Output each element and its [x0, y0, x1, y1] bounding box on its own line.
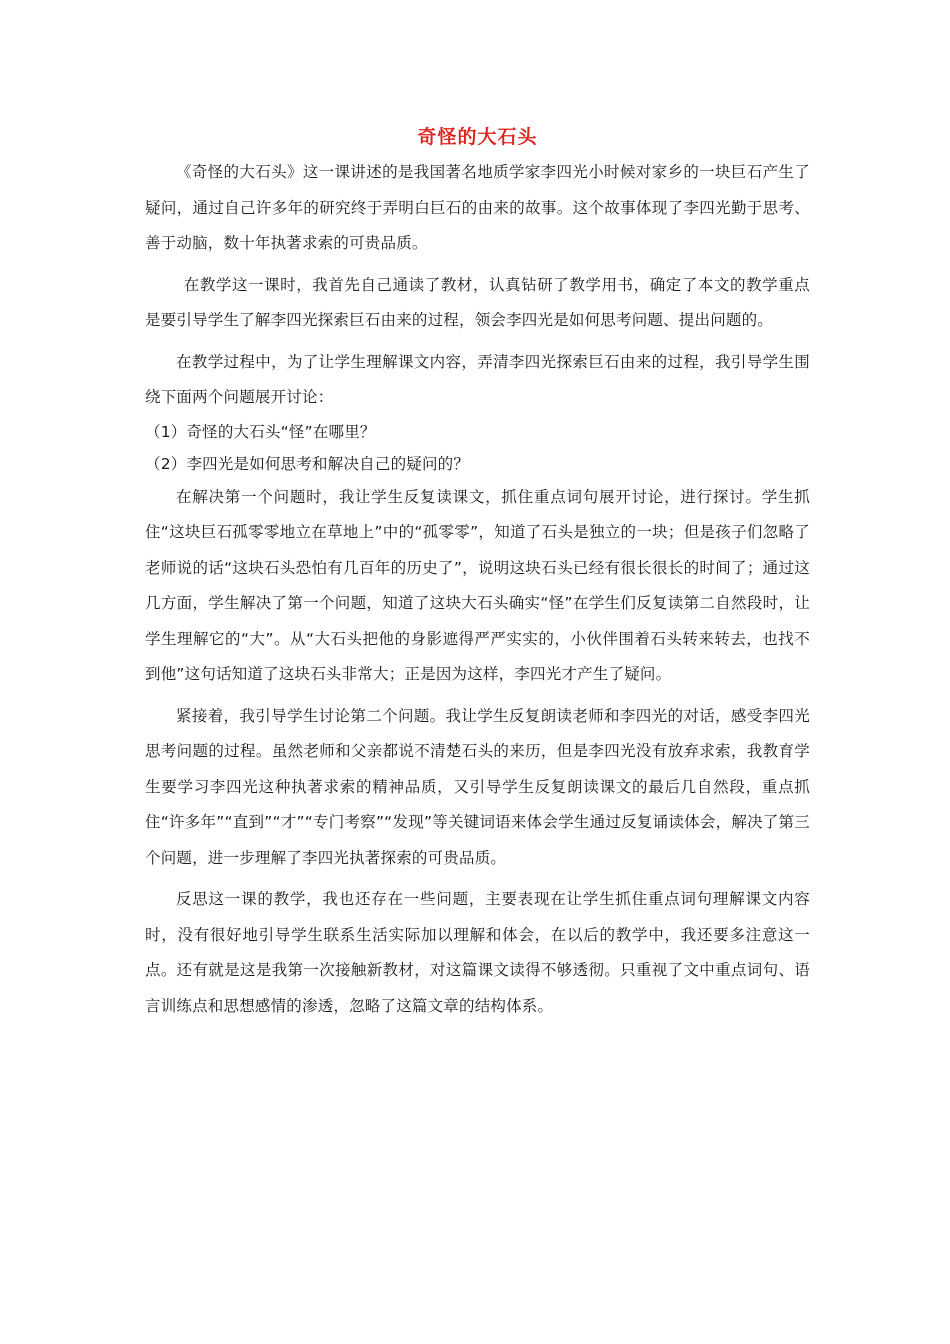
- question-item-2: （2）李四光是如何思考和解决自己的疑问的？: [145, 454, 470, 473]
- reflection-paragraph: 反思这一课的教学，我也还存在一些问题，主要表现在让学生抓住重点词句理解课文内容时，没有很好地引导学生联系生活实际加以理解和体会，在以后的教学中，我还要多注意这一点。还有就是这是我第一次接触新教材，对这篇课文读得不够透彻。只重视了文中重点词句、语言训练点和思想感情的渗透，忽略了这篇文章的结构体系。: [145, 890, 810, 1015]
- teaching-focus-paragraph: 在教学这一课时，我首先自己通读了教材，认真钻研了教学用书，确定了本文的教学重点是要引导学生了解李四光探索巨石由来的过程，领会李四光是如何思考问题、提出问题的。: [145, 275, 810, 329]
- first-question-paragraph: 在解决第一个问题时，我让学生反复读课文，抓住重点词句展开讨论，进行探讨。学生抓住“这块巨石孤零零地立在草地上”中的“孤零零”，知道了石头是独立的一块；但是孩子们忽略了老师说的话“这块石头恐怕有几百年的历史了”，说明这块石头已经有很长很长的时间了；通过这几方面，学生解决了第一个问题，知道了这块大石头确实“怪”在学生们反复读第二自然段时，让学生理解它的“大”。从“大石头把他的身影遮得严严实实的，小伙伴围着石头转来转去，也找不到他”这句话知道了这块石头非常大；正是因为这样，李四光才产生了疑问。: [145, 487, 810, 683]
- document-body: [145, 124, 810, 1024]
- second-question-paragraph: 紧接着，我引导学生讨论第二个问题。我让学生反复朗读老师和李四光的对话，感受李四光思考问题的过程。虽然老师和父亲都说不清楚石头的来历，但是李四光没有放弃求索，我教育学生要学习李四光这种执著求索的精神品质，又引导学生反复朗读课文的最后几自然段，重点抓住“许多年”“直到”“才”“专门考察”“发现”等关键词语来体会学生通过反复诵读体会，解决了第三个问题，进一步理解了李四光执著探索的可贵品质。: [145, 706, 810, 867]
- teaching-process-paragraph: 在教学过程中，为了让学生理解课文内容，弄清李四光探索巨石由来的过程，我引导学生围绕下面两个问题展开讨论：: [145, 352, 810, 406]
- question-item-1: （1）奇怪的大石头“怪”在哪里？: [145, 422, 376, 441]
- document-title: 奇怪的大石头: [417, 126, 538, 148]
- intro-paragraph: 《奇怪的大石头》这一课讲述的是我国著名地质学家李四光小时候对家乡的一块巨石产生了疑问，通过自己许多年的研究终于弄明白巨石的由来的故事。这个故事体现了李四光勤于思考、善于动脑，数十年执著求索的可贵品质。: [145, 163, 810, 252]
